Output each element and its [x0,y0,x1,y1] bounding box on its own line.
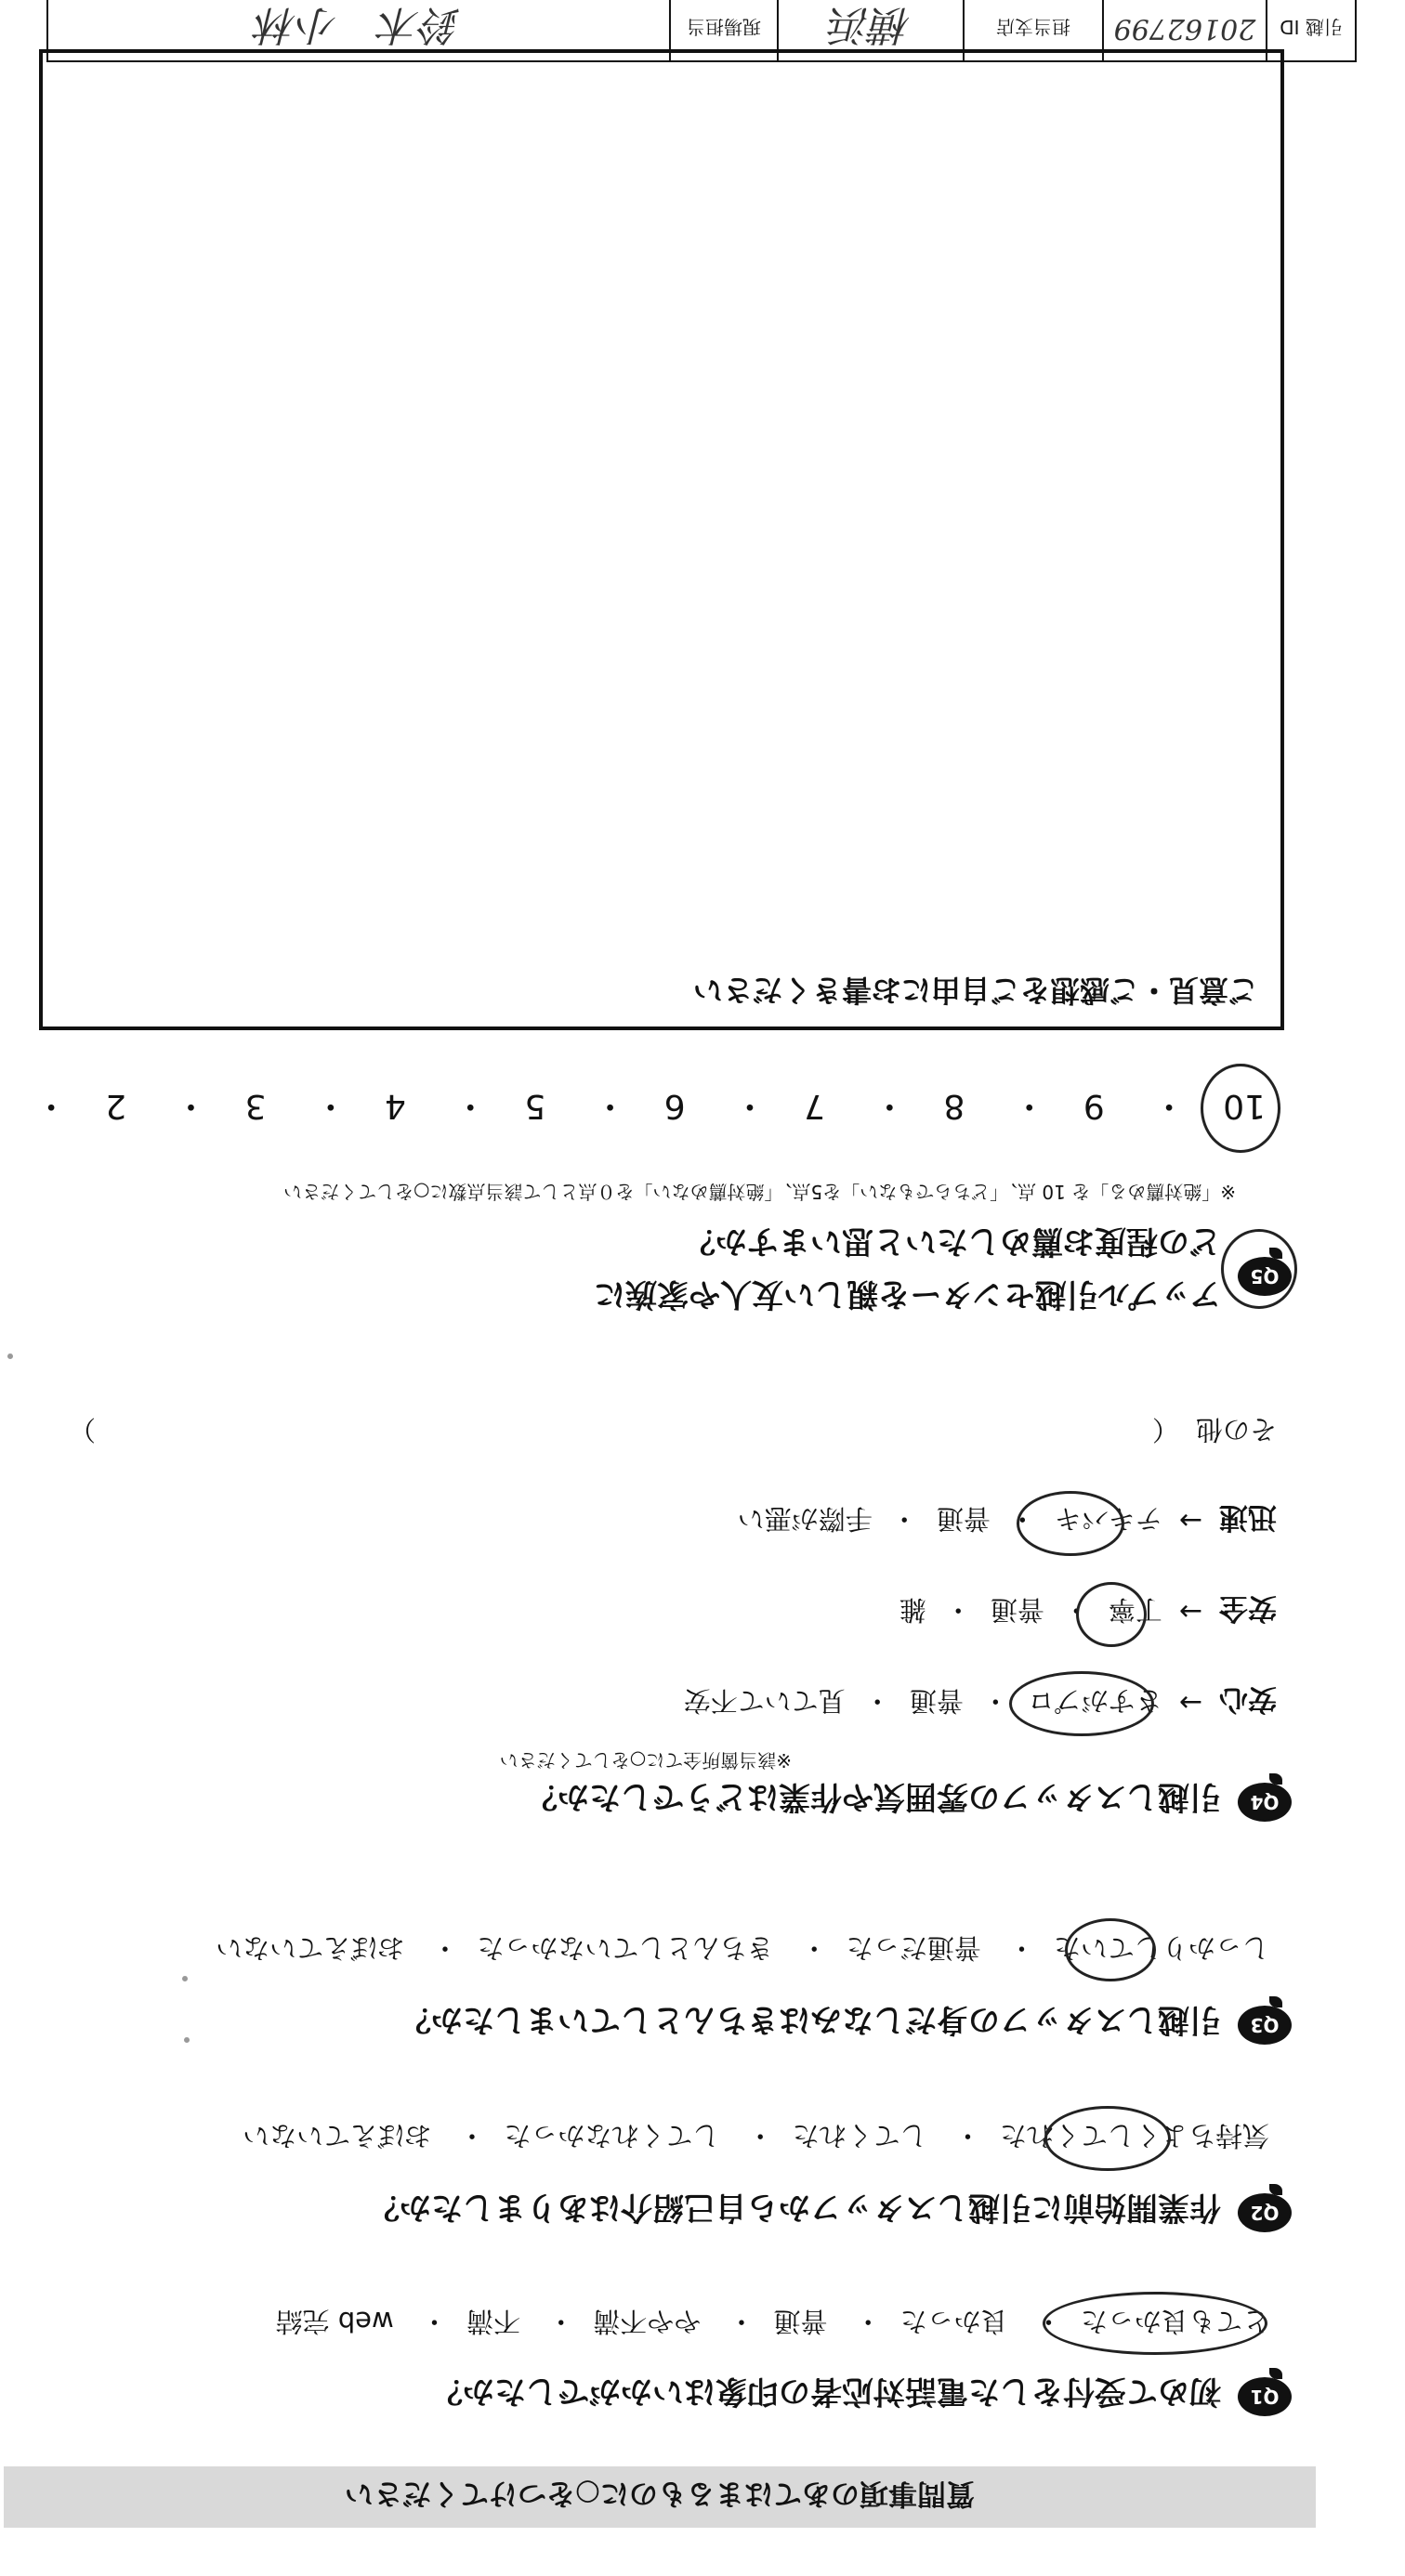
q4-row-anzen: 安全 → 丁寧・普通・雑 [899,1590,1277,1632]
q4-anshin-circle [1009,1671,1154,1736]
q4-option[interactable]: 丁寧 [1108,1594,1162,1626]
arrow-icon: → [1178,1686,1202,1719]
q1-options: とても良かった・ 良かった・ 普通・ やや不満・ 不満・ web 完結 [276,2304,1269,2342]
q4-note: ※該当箇所全てに○をしてください [499,1749,792,1772]
q1-question [431,2370,1295,2420]
q4-option[interactable]: テキパキ [1054,1503,1162,1535]
q1-option[interactable]: とても良かった [1080,2306,1269,2337]
q3-option[interactable]: きちんとしていなかった [477,1932,774,1964]
q2-option[interactable]: してくれなかった [504,2120,720,2151]
instruction-banner [4,2466,1316,2528]
q4-row-anshin: 安心 → さすがプロ・普通・見ていて不安 [684,1681,1277,1723]
arrow-icon: → [1178,1504,1202,1536]
branch-label: 担当支店 [963,0,1102,60]
q4-option[interactable]: 普通 [909,1685,964,1717]
q2-option[interactable]: 気持ちよくしてくれた [999,2120,1269,2151]
q5-badge-icon: Q5 [1234,1249,1295,1300]
q2-option[interactable]: おぼえていない [243,2120,432,2151]
q2-answer-circle [1044,2106,1171,2171]
scan-speck [184,2037,190,2043]
q4-option[interactable]: 見ていて不安 [683,1685,846,1717]
q5-score[interactable]: 10 [1223,1087,1266,1125]
q4-other-close: ） [69,1414,97,1445]
q4-question [526,1775,1295,1825]
q3-question [400,1998,1295,2048]
q1-badge-icon: Q1 [1234,2370,1295,2420]
q4-row-label: 迅速 [1219,1500,1277,1534]
q3-text: 引越しスタッフの身だしなみはきちんとしていましたか？ [400,2001,1221,2039]
staff-header-table [46,0,1357,62]
q1-option[interactable]: 不満 [466,2306,520,2337]
q5-question [594,1222,1295,1320]
q4-option[interactable]: 普通 [936,1503,991,1535]
q4-other-row [69,1412,1277,1450]
leader-label: 現場担当 [669,0,777,60]
q5-score[interactable]: 7 [804,1087,825,1125]
q3-options: しっかりしていた・ 普通だった・ きちんとしていなかった・ おぼえていない [216,1930,1269,1968]
q4-other-open: （ [1151,1414,1179,1445]
q5-score[interactable]: 3 [244,1087,267,1125]
q4-other-label: その他 [1195,1414,1277,1445]
leader-value: 鈴木 小林 [256,1,461,48]
scan-speck [182,1976,188,1981]
q5-text-line1: アップル引越センターを親しい友人や家族に [594,1275,1221,1313]
arrow-icon: → [1178,1595,1202,1628]
q4-option[interactable]: 雑 [899,1594,926,1626]
q3-badge-icon: Q3 [1234,1998,1295,2048]
q1-option[interactable]: やや不満 [593,2306,702,2337]
q2-option[interactable]: してくれた [792,2120,927,2151]
q5-score[interactable]: 2 [105,1087,127,1125]
q5-score[interactable]: 6 [663,1087,686,1125]
q4-row-jinsoku: 迅速 → テキパキ・普通・手際が悪い [738,1499,1277,1541]
q4-option[interactable]: 普通 [990,1594,1044,1626]
q3-option[interactable]: 普通だった [846,1932,981,1964]
q4-text: 引越しスタッフの雰囲気や作業はどうでしたか？ [526,1778,1221,1816]
id-value: 20162799 [1102,0,1266,60]
q4-row-label: 安全 [1219,1591,1277,1625]
q5-note: ※「絶対薦める」を 10 点、「どちらでもない」を5点、「絶対薦めない」を０点として該当点数に○をしてください [283,1181,1236,1203]
q3-option[interactable]: しっかりしていた [1053,1932,1269,1964]
q4-option[interactable]: 手際が悪い [737,1503,873,1535]
q4-row-label: 安心 [1219,1682,1277,1716]
q4-jinsoku-circle [1017,1491,1124,1556]
q4-option[interactable]: さすがプロ [1027,1685,1162,1717]
q4-anzen-circle [1076,1582,1147,1647]
q3-option[interactable]: おぼえていない [216,1932,405,1964]
q2-badge-icon: Q2 [1234,2186,1295,2236]
scan-speck [7,1353,13,1359]
branch-value: 横浜 [777,0,963,60]
q5-score[interactable]: 4 [384,1087,406,1125]
q4-badge-icon: Q4 [1234,1775,1295,1825]
q5-badge-circle [1221,1229,1297,1309]
q3-answer-circle [1065,1918,1156,1981]
instruction-text: 質問事項のあてはまるものに○をつけてください [344,2477,976,2511]
q1-text: 初めて受付をした電話対応者の印象はいかがでしたか？ [431,2373,1221,2411]
id-label: 引越 ID [1266,0,1355,60]
q5-answer-circle [1201,1064,1280,1153]
q2-text: 作業開始前に引越しスタッフから自己紹介はありましたか？ [368,2189,1221,2227]
q1-option[interactable]: web 完結 [275,2306,394,2337]
q5-score[interactable]: 9 [1083,1087,1105,1125]
q2-question [368,2186,1295,2236]
q5-score[interactable]: 5 [524,1087,546,1125]
comment-box[interactable] [39,49,1284,1030]
q1-answer-circle [1043,2292,1267,2355]
q5-score[interactable]: 8 [943,1087,965,1125]
q1-option[interactable]: 良かった [899,2306,1008,2337]
comment-title: ご意見・ご感想をご自由にお書きください [692,973,1258,1008]
q2-options: 気持ちよくしてくれた・ してくれた・ してくれなかった・ おぼえていない [243,2118,1269,2156]
q5-score-scale: 10・ 9・ 8・ 7・ 6・ 5・ 4・ 3・ 2・ [34,1087,1266,1125]
q5-text-line2: どの程度お薦めしたいと思いますか？ [684,1223,1221,1260]
q1-option[interactable]: 普通 [773,2306,828,2337]
